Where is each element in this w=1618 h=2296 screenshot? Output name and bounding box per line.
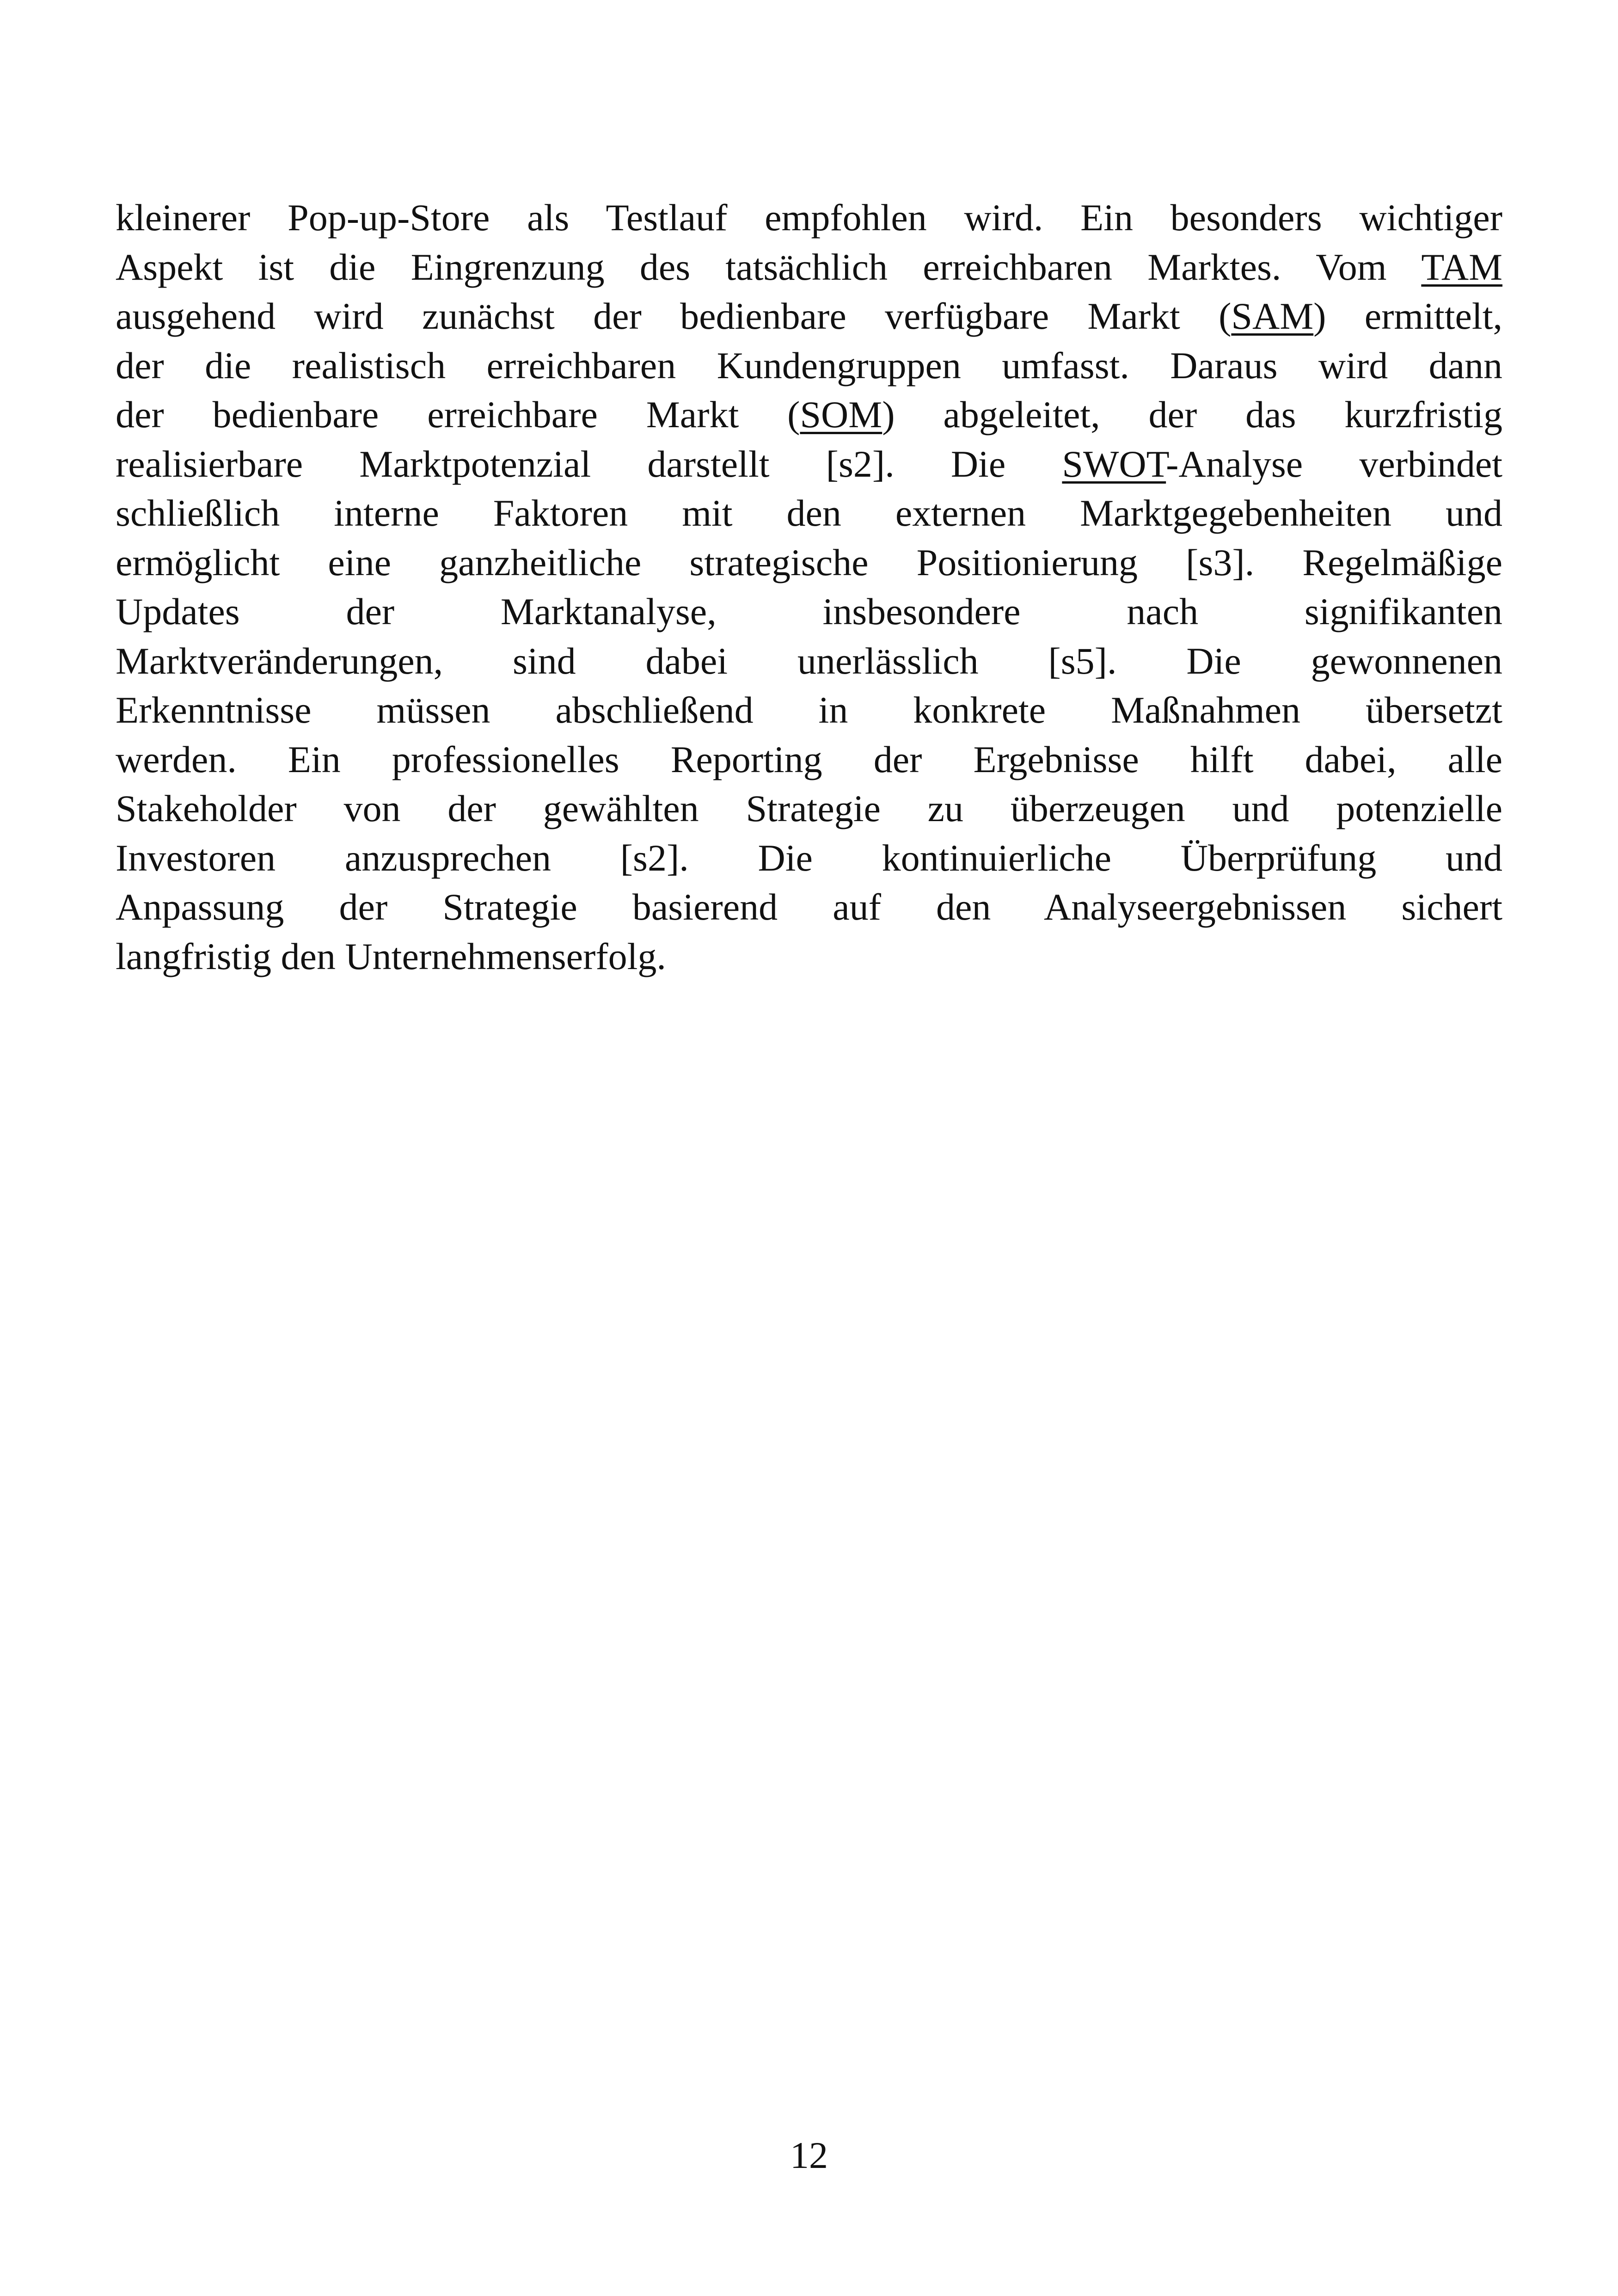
paragraph-line: kleinerer Pop-up-Store als Testlauf empfohlen wird. Ein besonders wichtiger xyxy=(116,196,1502,239)
paragraph-line: Aspekt ist die Eingrenzung des tatsächlich erreichbaren Marktes. Vom TAM xyxy=(116,246,1502,288)
paragraph-line: Anpassung der Strategie basierend auf den Analyseergebnissen sichert xyxy=(116,886,1502,928)
abbreviation-som: SOM xyxy=(800,393,883,436)
paragraph-line: Investoren anzusprechen [s2]. Die kontinuierliche Überprüfung und xyxy=(116,836,1502,879)
abbreviation-sam: SAM xyxy=(1231,295,1314,337)
abbreviation-tam: TAM xyxy=(1421,246,1502,288)
paragraph-line: realisierbare Marktpotenzial darstellt [s2]. Die SWOT-Analyse verbindet xyxy=(116,442,1502,485)
paragraph-line: der die realistisch erreichbaren Kundengruppen umfasst. Daraus wird dann xyxy=(116,344,1502,387)
paragraph-line: ermöglicht eine ganzheitliche strategische Positionierung [s3]. Regelmäßige xyxy=(116,541,1502,583)
paragraph-line: Updates der Marktanalyse, insbesondere nach signifikanten xyxy=(116,590,1502,632)
page-number: 12 xyxy=(790,2134,828,2176)
paragraph-line: Marktveränderungen, sind dabei unerlässlich [s5]. Die gewonnenen xyxy=(116,639,1502,682)
paragraph-line: der bedienbare erreichbare Markt (SOM) abgeleitet, der das kurzfristig xyxy=(116,393,1502,436)
paragraph-line: ausgehend wird zunächst der bedienbare verfügbare Markt (SAM) ermittelt, xyxy=(116,295,1502,337)
paragraph-line: Erkenntnisse müssen abschließend in konkrete Maßnahmen übersetzt xyxy=(116,689,1502,731)
paragraph-line: werden. Ein professionelles Reporting der Ergebnisse hilft dabei, alle xyxy=(116,738,1502,780)
abbreviation-swot: SWOT xyxy=(1062,442,1166,485)
paragraph-line: Stakeholder von der gewählten Strategie zu überzeugen und potenzielle xyxy=(116,787,1502,829)
body-paragraph xyxy=(116,193,1502,981)
paragraph-line: langfristig den Unternehmenserfolg. xyxy=(116,935,666,977)
paragraph-line: schließlich interne Faktoren mit den externen Marktgegebenheiten und xyxy=(116,492,1502,534)
